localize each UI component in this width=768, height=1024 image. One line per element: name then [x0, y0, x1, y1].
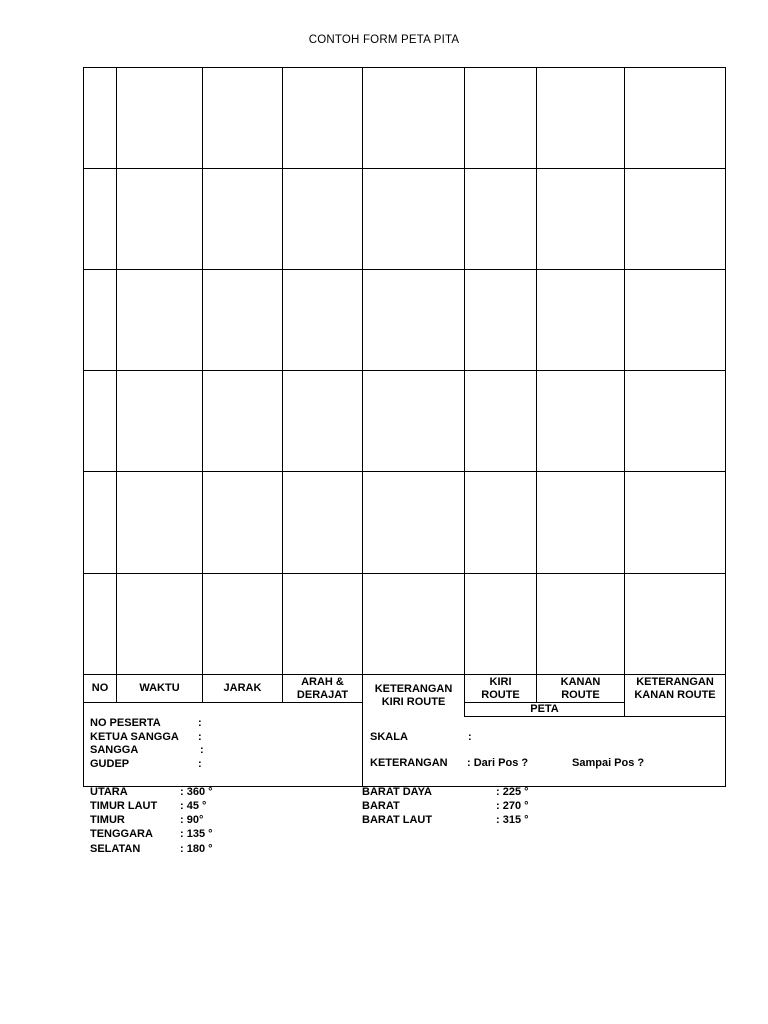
dari-pos: : Dari Pos ?: [467, 757, 529, 769]
colon: :: [198, 717, 202, 729]
table-line: [83, 269, 726, 270]
table-line: [83, 702, 363, 703]
header-arah-derajat: ARAH & DERAJAT: [296, 675, 349, 701]
table-line: [83, 573, 726, 574]
label-gudep: GUDEP: [90, 757, 130, 770]
direction-value: : 360 °: [180, 786, 213, 798]
table-line: [464, 67, 465, 717]
table-line: [116, 67, 117, 703]
colon: :: [200, 744, 204, 756]
direction-item: TIMUR LAUT: [90, 800, 158, 812]
direction-value: : 225 °: [496, 786, 529, 798]
direction-value: : 135 °: [180, 828, 213, 840]
directions-left: [90, 786, 350, 858]
table-line: [202, 67, 203, 703]
header-waktu: WAKTU: [139, 682, 180, 694]
header-no: NO: [91, 682, 109, 694]
label-skala: SKALA: [370, 731, 408, 743]
label-sangga: SANGGA: [90, 744, 139, 756]
header-kanan-route: KANAN ROUTE: [560, 675, 601, 701]
direction-item: TENGGARA: [90, 828, 153, 840]
colon: :: [198, 730, 202, 743]
direction-item: BARAT DAYA: [362, 786, 432, 798]
header-peta: PETA: [530, 703, 559, 715]
header-kiri-route: KIRI ROUTE: [481, 675, 520, 701]
direction-value: : 315 °: [496, 814, 529, 826]
map-info: [370, 731, 720, 776]
table-line: [83, 370, 726, 371]
table-line: [725, 67, 726, 787]
form-title: CONTOH FORM PETA PITA: [308, 34, 460, 46]
label-ketua-sangga: KETUA SANGGA: [90, 730, 179, 743]
direction-value: : 180 °: [180, 843, 213, 855]
direction-item: SELATAN: [90, 843, 141, 855]
label-no-peserta: NO PESERTA: [90, 717, 161, 729]
header-keterangan-kanan: KETERANGAN KANAN ROUTE: [634, 675, 716, 701]
sampai-pos: Sampai Pos ?: [572, 757, 645, 769]
header-keterangan-kiri: KETERANGAN KIRI ROUTE: [374, 682, 453, 708]
table-line: [83, 168, 726, 169]
directions-right: [362, 786, 622, 830]
table-line: [83, 471, 726, 472]
header-jarak: JARAK: [223, 682, 262, 694]
label-keterangan: KETERANGAN: [370, 757, 448, 769]
table-line: [624, 716, 726, 717]
participant-info: [90, 717, 360, 777]
table-line: [282, 67, 283, 703]
colon: :: [468, 731, 472, 743]
table-line: [624, 67, 625, 717]
direction-item: BARAT: [362, 800, 400, 812]
colon: :: [198, 757, 202, 770]
direction-value: : 90°: [180, 814, 204, 826]
table-line: [536, 67, 537, 703]
direction-item: UTARA: [90, 786, 128, 798]
table-line: [83, 67, 726, 68]
direction-value: : 270 °: [496, 800, 529, 812]
direction-item: TIMUR: [90, 814, 125, 826]
direction-value: : 45 °: [180, 800, 207, 812]
direction-item: BARAT LAUT: [362, 814, 433, 826]
